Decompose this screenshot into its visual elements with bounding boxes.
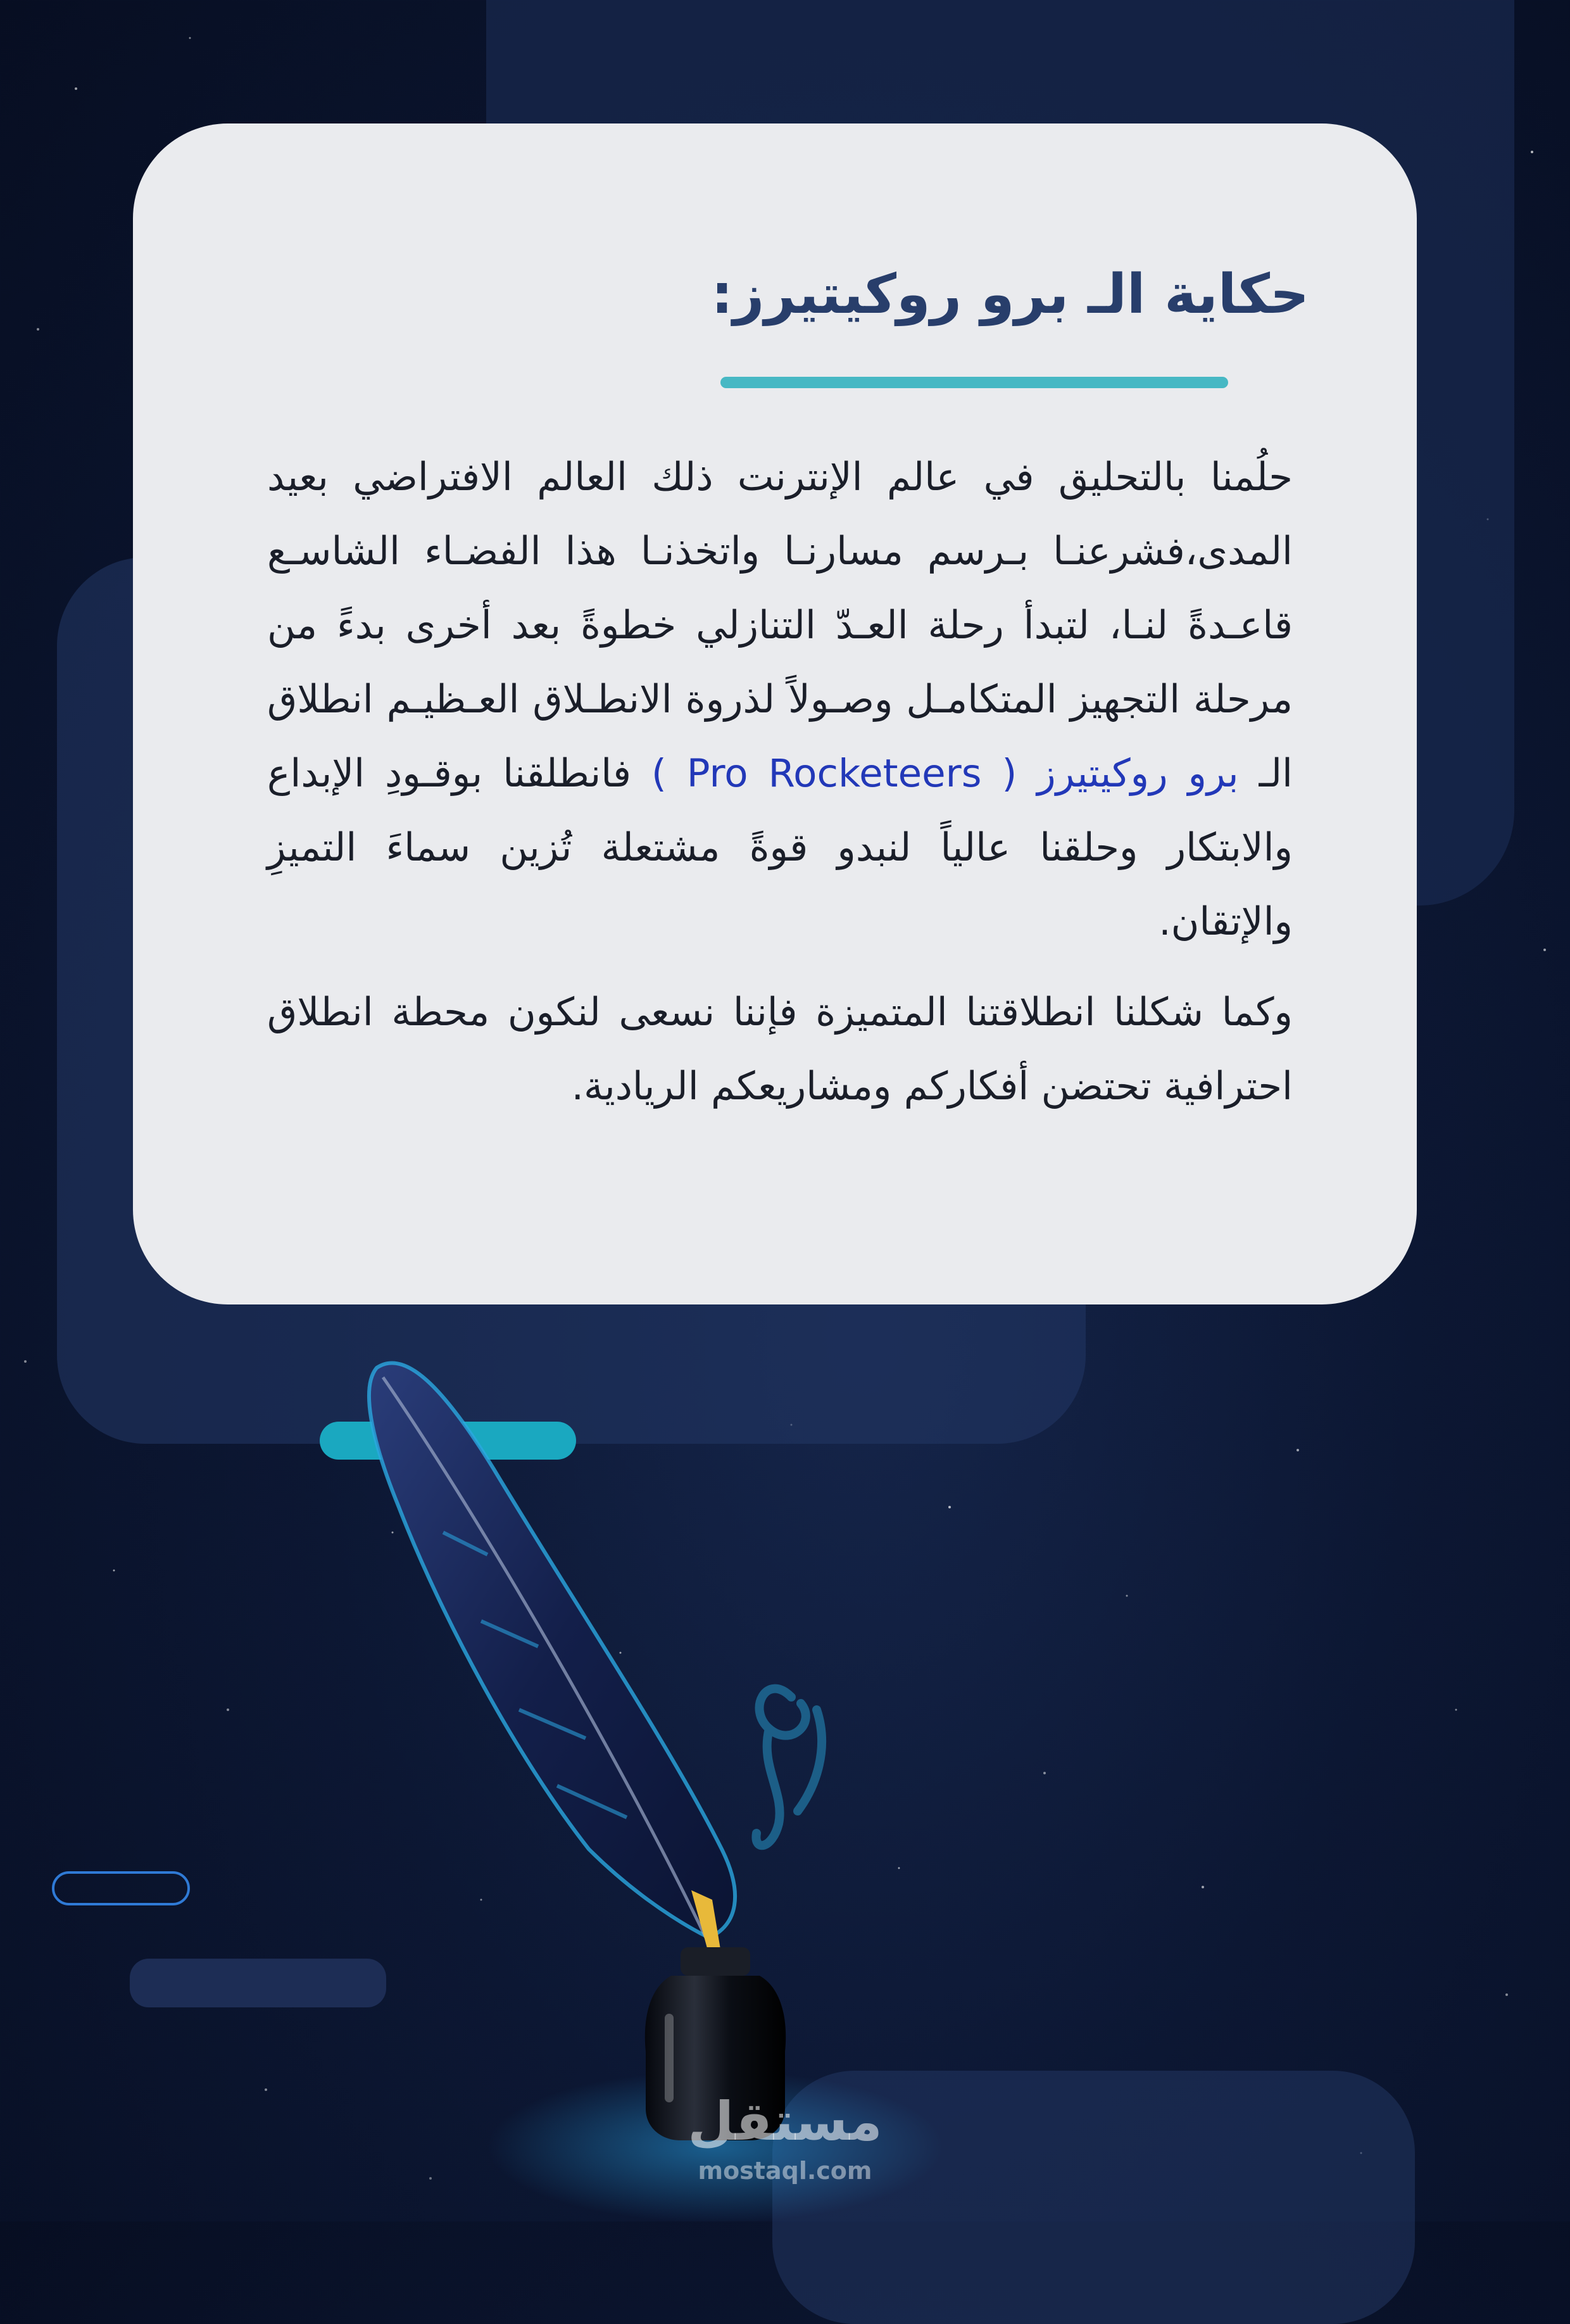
brand-close-paren: ) <box>631 751 687 796</box>
brand-name-latin: Pro Rocketeers <box>686 751 982 796</box>
paragraph-1-text: حلُمنا بالتحليق في عالم الإنترنت ذلك العالم الافتراضي بعيد المدى،فشرعنـا بـرسم مسارنـا واتخذنـا هذا الفضـاء الشاسـع قاعـدةً لنـا، لتبدأ رحلة العـدّ التنازلي خطوةً بعد أخرى بدءً من مرحلة التجهيز المتكامـل وصـولاً لذروة الانطـلاق العـظيـم انطلاق الـ <box>267 455 1293 796</box>
brand-open-paren: ( <box>981 751 1038 796</box>
calligraphy-emblem-icon <box>756 1689 822 1846</box>
mostaql-watermark <box>684 2090 886 2185</box>
watermark-url: mostaql.com <box>698 2157 872 2185</box>
card-title: حكاية الـ برو روكيتيرز: <box>711 263 1309 326</box>
paragraph-1-text-end: فانطلقنا بوقـودِ الإبداع والابتكار وحلقنا عالياً لنبدو قوةً مشتعلة تُزين سماءَ التميزِ والإتقان. <box>267 751 1293 944</box>
watermark-arabic: مستقل <box>688 2090 882 2152</box>
story-paragraph-2: وكما شكلنا انطلاقتنا المتميزة فإننا نسعى لنكون محطة انطلاق احترافية تحتضن أفكاركم ومشاريعكم الريادية. <box>267 990 1293 1109</box>
brand-name-arabic: برو روكيتيرز <box>1037 751 1239 796</box>
